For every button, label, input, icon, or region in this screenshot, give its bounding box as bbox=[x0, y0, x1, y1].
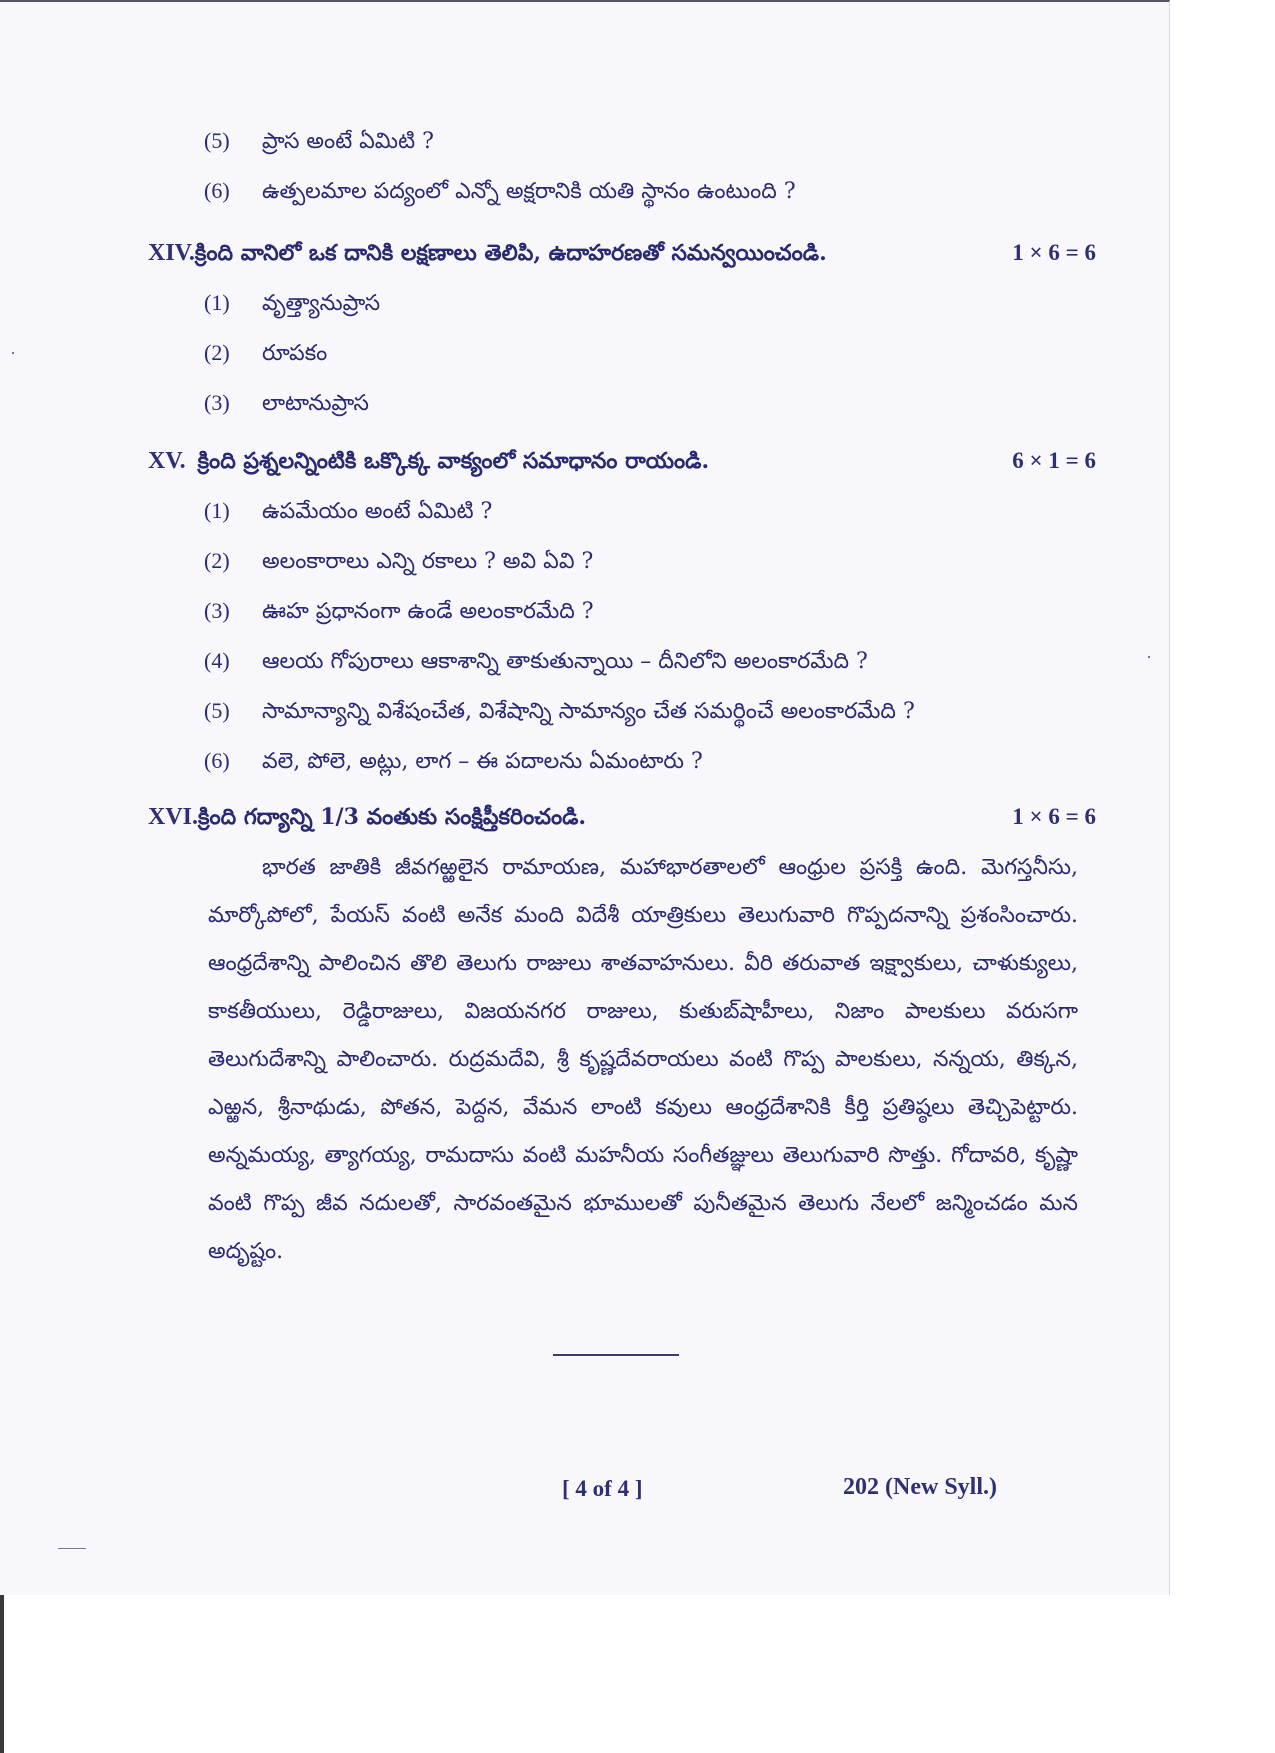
item-number: (5) bbox=[204, 698, 230, 723]
section-number: XVI. bbox=[148, 804, 199, 830]
passage-text: భారత జాతికి జీవగఱ్ఱలైన రామాయణ, మహాభారతాలలో ఆంధ్రుల ప్రసక్తి ఉంది. మెగస్తనీసు, మార్కోపోలో, పేయస్ వంటి అనేక మంది విదేశీ యాత్రికులు తెలుగువారి గొప్పదనాన్ని ప్రశంసించారు. ఆంధ్రదేశాన్ని పాలించిన తొలి తెలుగు రాజులు శాతవాహనులు. వీరి తరువాత ఇక్ష్వాకులు, చాళుక్యులు, కాకతీయులు, రెడ్డిరాజులు, విజయనగర రాజులు, కుతుబ్‌షాహీలు, నిజాం పాలకులు వరుసగా తెలుగుదేశాన్ని పాలించారు. రుద్రమదేవి, శ్రీ కృష్ణదేవరాయలు వంటి గొప్ప పాలకులు, నన్నయ, తిక్కన, ఎఱ్ఱన, శ్రీనాథుడు, పోతన, పెద్దన, వేమన లాంటి కవులు ఆంధ్రదేశానికి కీర్తి ప్రతిష్ఠలు తెచ్చిపెట్టారు. అన్నమయ్య, త్యాగయ్య, రామదాసు వంటి మహనీయ సంగీతజ్ఞులు తెలుగువారి సొత్తు. గోదావరి, కృష్ణా వంటి గొప్ప జీవ నదులతో, సారవంతమైన భూములతో పునీతమైన తెలుగు నేలలో జన్మించడం మన అదృష్టం. bbox=[208, 855, 1078, 1264]
list-item bbox=[204, 646, 868, 676]
item-number: (6) bbox=[204, 178, 230, 203]
item-text: ఉత్పలమాల పద్యంలో ఎన్నో అక్షరానికి యతి స్థానం ఉంటుంది ? bbox=[262, 179, 796, 204]
section-marks: 1 × 6 = 6 bbox=[1012, 804, 1096, 829]
list-item bbox=[204, 388, 369, 418]
item-text: ఆలయ గోపురాలు ఆకాశాన్ని తాకుతున్నాయి – దీనిలోని అలంకారమేది ? bbox=[262, 649, 868, 674]
list-item bbox=[204, 338, 327, 368]
item-number: (2) bbox=[204, 548, 230, 573]
item-text: ఉపమేయం అంటే ఏమిటి ? bbox=[262, 499, 493, 524]
item-number: (1) bbox=[204, 290, 230, 315]
scan-speck bbox=[58, 1548, 86, 1549]
passage bbox=[208, 844, 1078, 1276]
section-heading-xvi bbox=[148, 800, 1096, 834]
section-instruction: క్రింది ప్రశ్నలన్నింటికి ఒక్కొక్క వాక్యంలో సమాధానం రాయండి. bbox=[197, 448, 710, 474]
section-instruction: క్రింది గద్యాన్ని 1/3 వంతుకు సంక్షిప్తీకరించండి. bbox=[198, 804, 587, 830]
scan-speck bbox=[12, 352, 14, 354]
section-marks: 1 × 6 = 6 bbox=[1012, 240, 1096, 265]
list-item bbox=[204, 546, 593, 576]
item-text: రూపకం bbox=[262, 341, 328, 366]
item-text: సామాన్యాన్ని విశేషంచేత, విశేషాన్ని సామాన్యం చేత సమర్థించే అలంకారమేది ? bbox=[262, 699, 915, 724]
section-number: XIV. bbox=[148, 240, 195, 266]
list-item bbox=[204, 176, 796, 206]
section-heading-xiv bbox=[148, 236, 1096, 270]
scan-edge-shadow bbox=[0, 1595, 4, 1753]
end-divider bbox=[553, 1354, 679, 1356]
list-item bbox=[204, 696, 915, 726]
section-heading-xv bbox=[148, 444, 1096, 478]
item-number: (5) bbox=[204, 128, 230, 153]
section-marks: 6 × 1 = 6 bbox=[1012, 448, 1096, 473]
item-text: లాటానుప్రాస bbox=[262, 391, 369, 416]
item-text: వలె, పోలె, అట్లు, లాగ – ఈ పదాలను ఏమంటారు ? bbox=[262, 749, 703, 774]
list-item bbox=[204, 288, 380, 318]
item-number: (3) bbox=[204, 390, 230, 415]
scan-speck bbox=[1148, 656, 1150, 658]
section-instruction: క్రింది వానిలో ఒక దానికి లక్షణాలు తెలిపి, ఉదాహరణతో సమన్వయించండి. bbox=[194, 240, 827, 266]
item-text: ప్రాస అంటే ఏమిటి ? bbox=[262, 129, 434, 154]
item-text: అలంకారాలు ఎన్ని రకాలు ? అవి ఏవి ? bbox=[262, 549, 594, 574]
item-number: (3) bbox=[204, 598, 230, 623]
list-item bbox=[204, 596, 594, 626]
item-number: (2) bbox=[204, 340, 230, 365]
section-number: XV. bbox=[148, 448, 186, 474]
paper-code: 202 (New Syll.) bbox=[843, 1474, 997, 1500]
item-text: ఊహ ప్రధానంగా ఉండే అలంకారమేది ? bbox=[262, 599, 594, 624]
list-item bbox=[204, 126, 434, 156]
item-text: వృత్త్యానుప్రాస bbox=[262, 291, 381, 316]
item-number: (6) bbox=[204, 748, 230, 773]
list-item bbox=[204, 746, 703, 776]
page-number: [ 4 of 4 ] bbox=[562, 1476, 643, 1501]
item-number: (1) bbox=[204, 498, 230, 523]
item-number: (4) bbox=[204, 648, 230, 673]
list-item bbox=[204, 496, 492, 526]
